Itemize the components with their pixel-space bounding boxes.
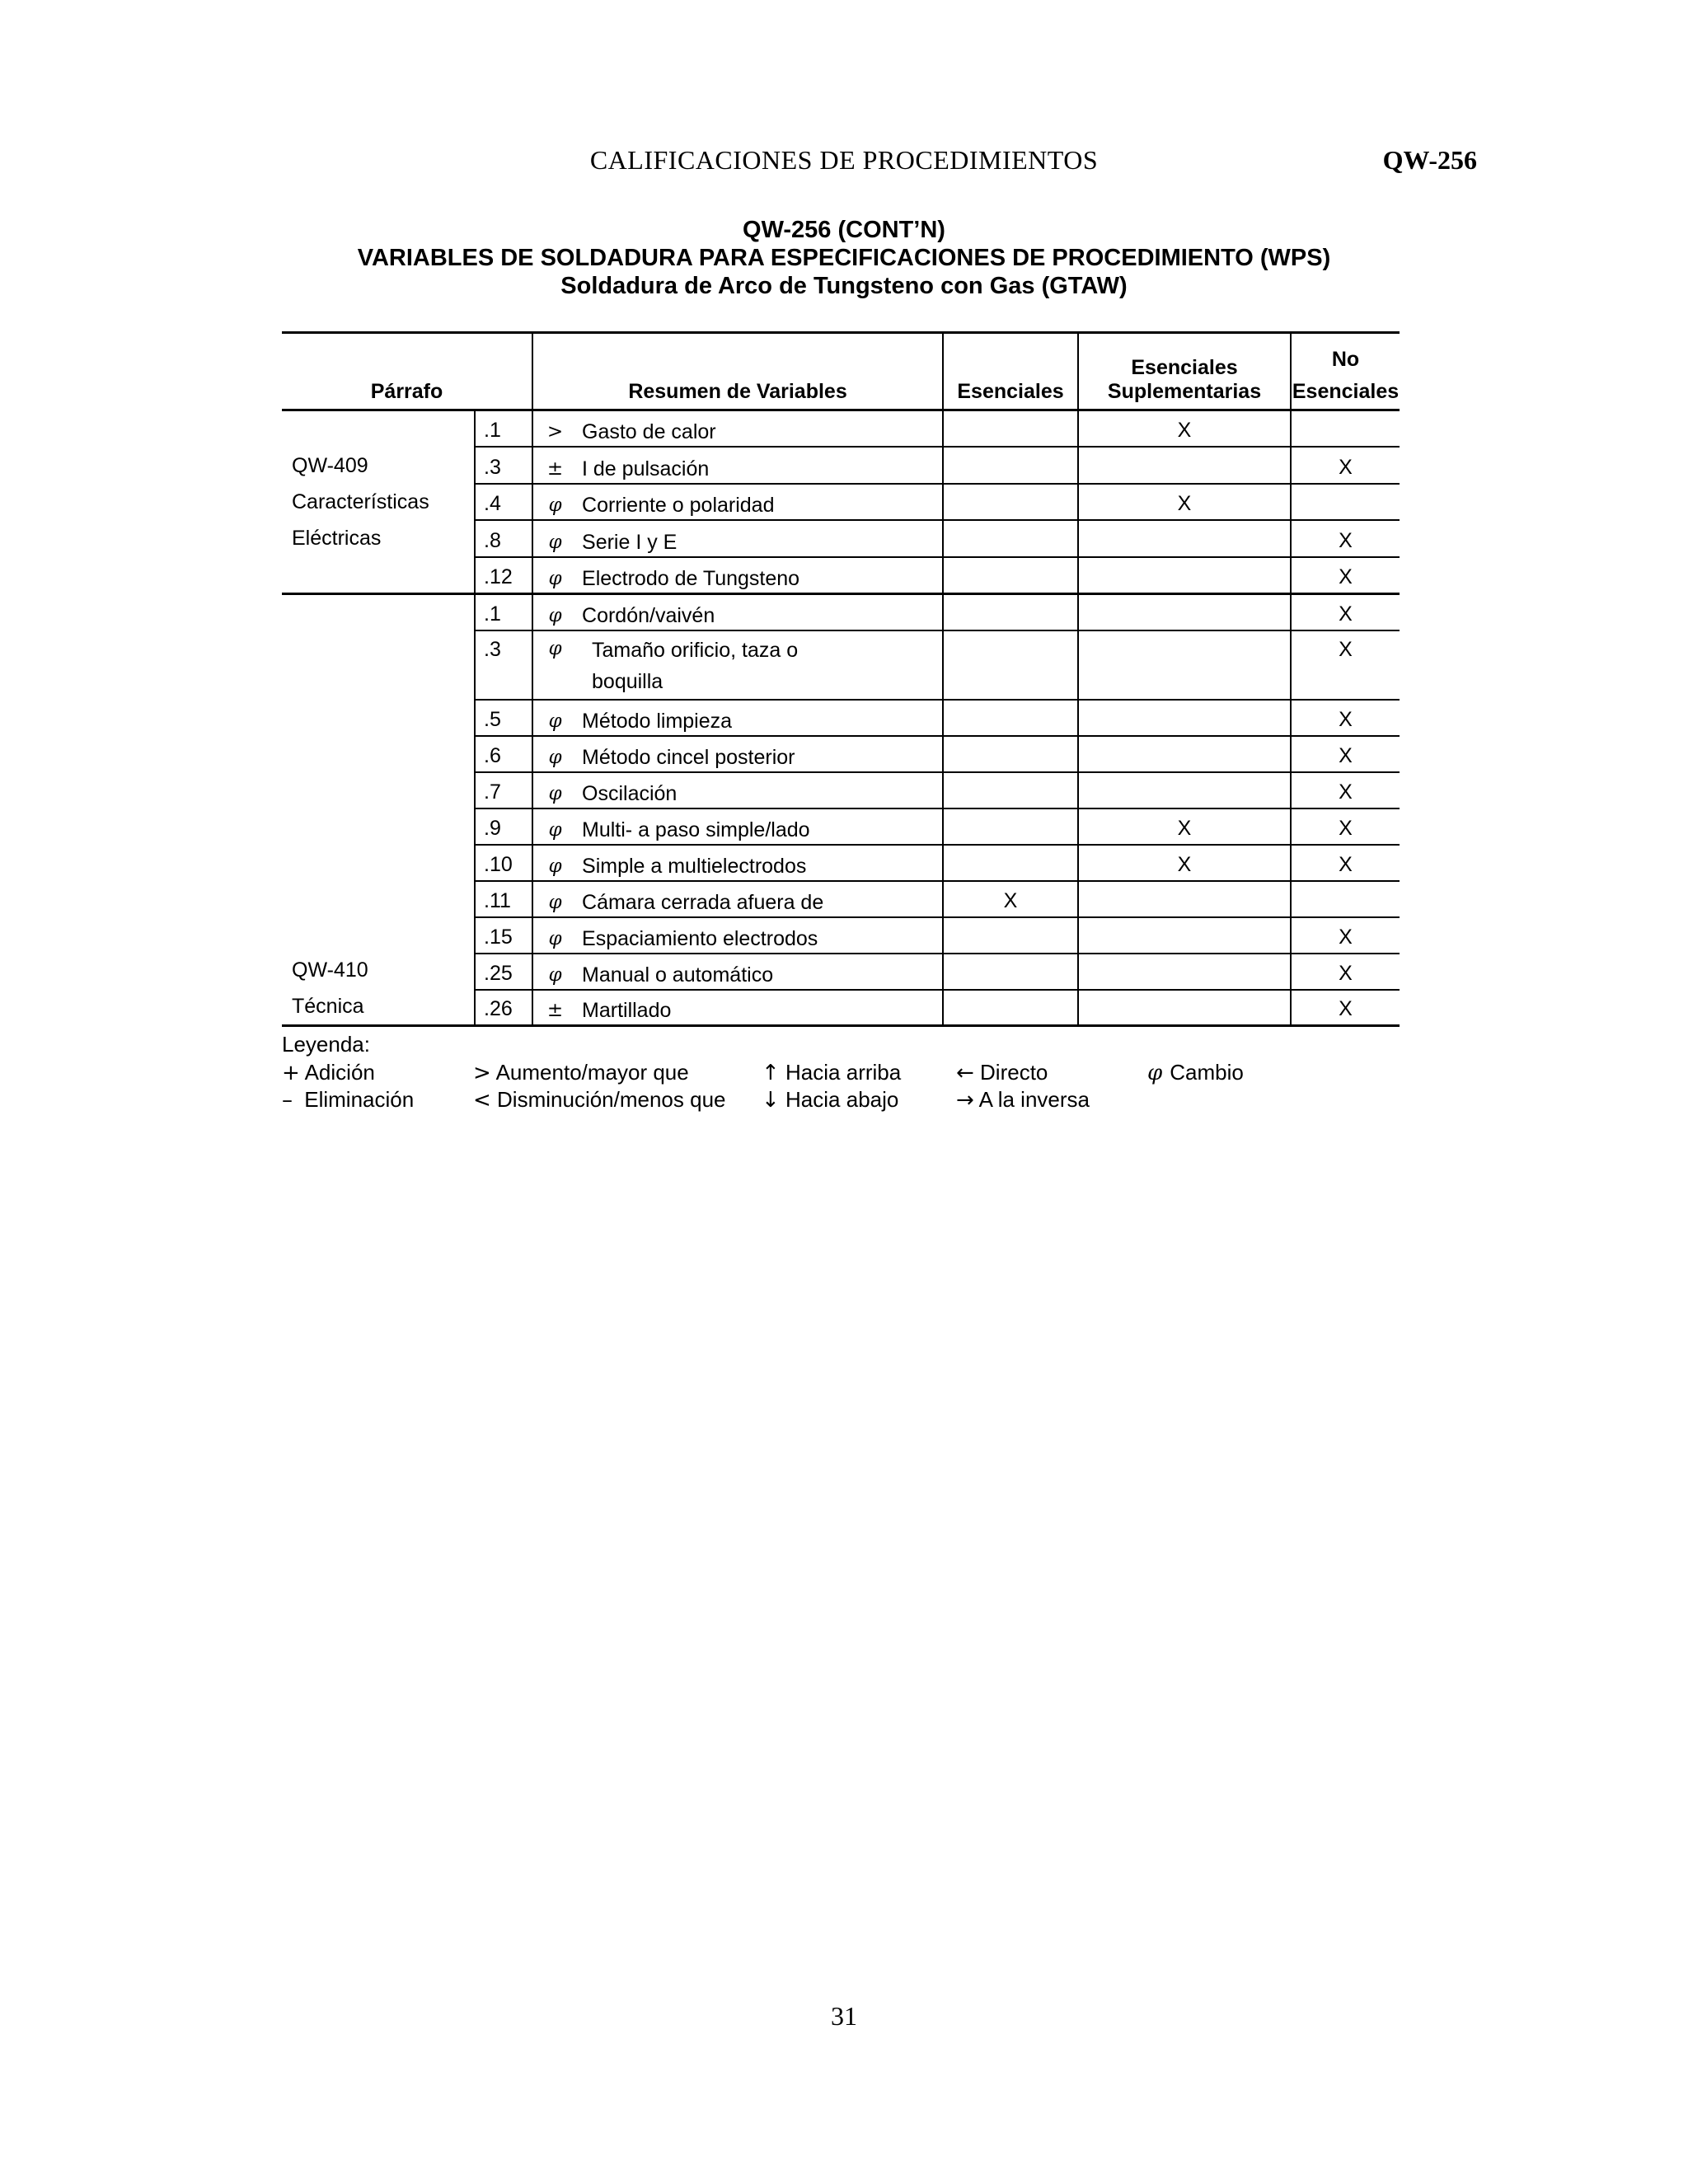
row-symbol: φ xyxy=(532,917,577,954)
cell-suplementarias xyxy=(1078,447,1291,484)
header-suplementarias-line-2: Suplementarias xyxy=(1107,380,1262,403)
cell-no-esenciales: X xyxy=(1291,447,1400,484)
cell-suplementarias xyxy=(1078,630,1291,700)
row-description: Oscilación xyxy=(577,772,943,808)
group-label-line: Técnica xyxy=(292,995,364,1018)
legend-symbol: ↓ xyxy=(762,1088,780,1113)
running-title: CALIFICACIONES DE PROCEDIMIENTOS xyxy=(589,145,1099,175)
group-label xyxy=(282,594,475,1026)
row-description: Serie I y E xyxy=(577,520,943,557)
legend-symbol: ↑ xyxy=(762,1061,780,1085)
cell-no-esenciales: X xyxy=(1291,954,1400,990)
variables-table xyxy=(282,331,1400,1027)
cell-suplementarias xyxy=(1078,917,1291,954)
cell-no-esenciales: X xyxy=(1291,845,1400,881)
row-number: .9 xyxy=(475,808,532,845)
row-number: .1 xyxy=(475,594,532,630)
group-label-line: Características xyxy=(292,490,429,513)
row-number: .11 xyxy=(475,881,532,917)
legend-item xyxy=(956,1060,1048,1085)
cell-no-esenciales xyxy=(1291,410,1400,448)
legend-symbol: > xyxy=(473,1061,491,1085)
row-description: Martillado xyxy=(577,990,943,1026)
cell-esenciales: X xyxy=(943,881,1078,917)
cell-esenciales xyxy=(943,630,1078,700)
header-esenciales: Esenciales xyxy=(943,333,1078,410)
row-symbol: φ xyxy=(532,845,577,881)
row-description: Corriente o polaridad xyxy=(577,484,943,521)
legend-item xyxy=(282,1060,375,1085)
cell-suplementarias: X xyxy=(1078,845,1291,881)
legend-text: Aumento/mayor que xyxy=(495,1060,689,1085)
row-number: .26 xyxy=(475,990,532,1026)
legend-symbol: + xyxy=(282,1061,300,1085)
cell-esenciales xyxy=(943,954,1078,990)
table-title-line-3: Soldadura de Arco de Tungsteno con Gas (GTAW) xyxy=(560,273,1128,299)
cell-esenciales xyxy=(943,557,1078,594)
cell-esenciales xyxy=(943,447,1078,484)
header-suplementarias-line-1: Esenciales xyxy=(1131,356,1238,379)
legend-text: Adición xyxy=(304,1060,375,1085)
cell-no-esenciales: X xyxy=(1291,772,1400,808)
header-suplementarias xyxy=(1078,333,1291,410)
row-description: Cámara cerrada afuera de xyxy=(577,881,943,917)
legend-item xyxy=(956,1087,1090,1113)
cell-esenciales xyxy=(943,484,1078,521)
legend-item xyxy=(282,1087,414,1113)
row-number: .3 xyxy=(475,630,532,700)
cell-no-esenciales: X xyxy=(1291,630,1400,700)
row-symbol: φ xyxy=(532,520,577,557)
row-number: .15 xyxy=(475,917,532,954)
row-symbol: φ xyxy=(532,881,577,917)
row-number: .6 xyxy=(475,736,532,772)
cell-suplementarias xyxy=(1078,736,1291,772)
cell-esenciales xyxy=(943,808,1078,845)
row-description: Método cincel posterior xyxy=(577,736,943,772)
cell-no-esenciales xyxy=(1291,484,1400,521)
row-symbol: φ xyxy=(532,557,577,594)
row-description-line-1: Tamaño orificio, taza o xyxy=(592,638,799,662)
group-qw409 xyxy=(282,410,1400,594)
cell-esenciales xyxy=(943,736,1078,772)
cell-suplementarias xyxy=(1078,520,1291,557)
cell-suplementarias xyxy=(1078,557,1291,594)
row-description: Electrodo de Tungsteno xyxy=(577,557,943,594)
cell-esenciales xyxy=(943,700,1078,736)
cell-esenciales xyxy=(943,410,1078,448)
cell-no-esenciales xyxy=(1291,881,1400,917)
row-description: Cordón/vaivén xyxy=(577,594,943,630)
legend-item xyxy=(762,1087,898,1113)
row-symbol: > xyxy=(532,410,577,448)
table-row xyxy=(282,594,1400,630)
legend-symbol: – xyxy=(282,1088,293,1113)
cell-no-esenciales: X xyxy=(1291,700,1400,736)
legend-heading: Leyenda: xyxy=(282,1032,370,1057)
legend-symbol: φ xyxy=(1147,1061,1163,1085)
legend-row-2 xyxy=(282,1087,1436,1114)
legend-symbol: → xyxy=(956,1088,974,1113)
header-no-line-1: No xyxy=(1331,348,1360,371)
legend-row-1 xyxy=(282,1060,1436,1087)
cell-suplementarias xyxy=(1078,954,1291,990)
row-number: .25 xyxy=(475,954,532,990)
legend-text: Hacia arriba xyxy=(785,1060,902,1085)
row-symbol: ± xyxy=(532,990,577,1026)
row-symbol: φ xyxy=(532,594,577,630)
cell-no-esenciales: X xyxy=(1291,917,1400,954)
cell-esenciales xyxy=(943,772,1078,808)
row-number: .7 xyxy=(475,772,532,808)
cell-esenciales xyxy=(943,520,1078,557)
table-row xyxy=(282,410,1400,448)
row-description: Método limpieza xyxy=(577,700,943,736)
row-symbol: φ xyxy=(532,808,577,845)
page-number: 31 xyxy=(831,2001,857,2031)
cell-no-esenciales: X xyxy=(1291,990,1400,1026)
legend-text: Disminución/menos que xyxy=(497,1087,726,1112)
cell-no-esenciales: X xyxy=(1291,557,1400,594)
cell-suplementarias xyxy=(1078,700,1291,736)
row-symbol: φ xyxy=(532,772,577,808)
legend-item xyxy=(473,1060,689,1085)
row-symbol: φ xyxy=(532,736,577,772)
row-description-line-2: boquilla xyxy=(592,669,663,693)
cell-esenciales xyxy=(943,594,1078,630)
row-number: .3 xyxy=(475,447,532,484)
header-resumen: Resumen de Variables xyxy=(532,333,943,410)
table-title-line-2: VARIABLES DE SOLDADURA PARA ESPECIFICACIONES DE PROCEDIMIENTO (WPS) xyxy=(357,245,1331,271)
row-symbol: ± xyxy=(532,447,577,484)
legend-symbol: < xyxy=(473,1088,491,1113)
row-description: Simple a multielectrodos xyxy=(577,845,943,881)
row-number: .12 xyxy=(475,557,532,594)
row-number: .5 xyxy=(475,700,532,736)
row-description xyxy=(577,630,943,700)
cell-suplementarias xyxy=(1078,881,1291,917)
legend-text: A la inversa xyxy=(978,1087,1090,1112)
cell-suplementarias xyxy=(1078,772,1291,808)
row-symbol: φ xyxy=(532,484,577,521)
legend-item xyxy=(762,1060,901,1085)
row-symbol: φ xyxy=(532,630,577,700)
table-titles xyxy=(0,216,1688,300)
header-parrafo: Párrafo xyxy=(370,380,443,403)
cell-no-esenciales: X xyxy=(1291,594,1400,630)
row-number: .8 xyxy=(475,520,532,557)
cell-suplementarias xyxy=(1078,594,1291,630)
legend-text: Directo xyxy=(980,1060,1048,1085)
table-title-line-1: QW-256 (CONT’N) xyxy=(743,217,945,243)
header-no-line-2: Esenciales xyxy=(1292,380,1400,403)
cell-suplementarias: X xyxy=(1078,808,1291,845)
group-qw410 xyxy=(282,594,1400,1026)
row-description: Gasto de calor xyxy=(577,410,943,448)
row-number: .10 xyxy=(475,845,532,881)
cell-esenciales xyxy=(943,845,1078,881)
cell-esenciales xyxy=(943,917,1078,954)
legend-text: Hacia abajo xyxy=(785,1087,899,1112)
legend xyxy=(282,1032,1436,1114)
row-symbol: φ xyxy=(532,700,577,736)
header-no-esenciales xyxy=(1291,333,1400,410)
row-symbol: φ xyxy=(532,954,577,990)
cell-esenciales xyxy=(943,990,1078,1026)
legend-item xyxy=(473,1087,726,1113)
group-label-line: QW-410 xyxy=(292,958,368,982)
group-label-line: QW-409 xyxy=(292,454,368,477)
legend-item xyxy=(1147,1060,1244,1085)
row-description: Espaciamiento electrodos xyxy=(577,917,943,954)
legend-text: Eliminación xyxy=(304,1087,415,1112)
cell-suplementarias xyxy=(1078,990,1291,1026)
table-header-row xyxy=(282,333,1400,410)
group-label xyxy=(282,410,475,594)
running-section-code: QW-256 xyxy=(1382,145,1477,175)
legend-symbol: ← xyxy=(956,1061,974,1085)
cell-suplementarias: X xyxy=(1078,484,1291,521)
row-description: Manual o automático xyxy=(577,954,943,990)
row-number: .1 xyxy=(475,410,532,448)
group-label-line: Eléctricas xyxy=(292,527,382,550)
cell-no-esenciales: X xyxy=(1291,736,1400,772)
running-header xyxy=(0,145,1688,181)
row-description: I de pulsación xyxy=(577,447,943,484)
cell-suplementarias: X xyxy=(1078,410,1291,448)
cell-no-esenciales: X xyxy=(1291,808,1400,845)
cell-no-esenciales: X xyxy=(1291,520,1400,557)
row-number: .4 xyxy=(475,484,532,521)
row-description: Multi- a paso simple/lado xyxy=(577,808,943,845)
legend-text: Cambio xyxy=(1170,1060,1244,1085)
